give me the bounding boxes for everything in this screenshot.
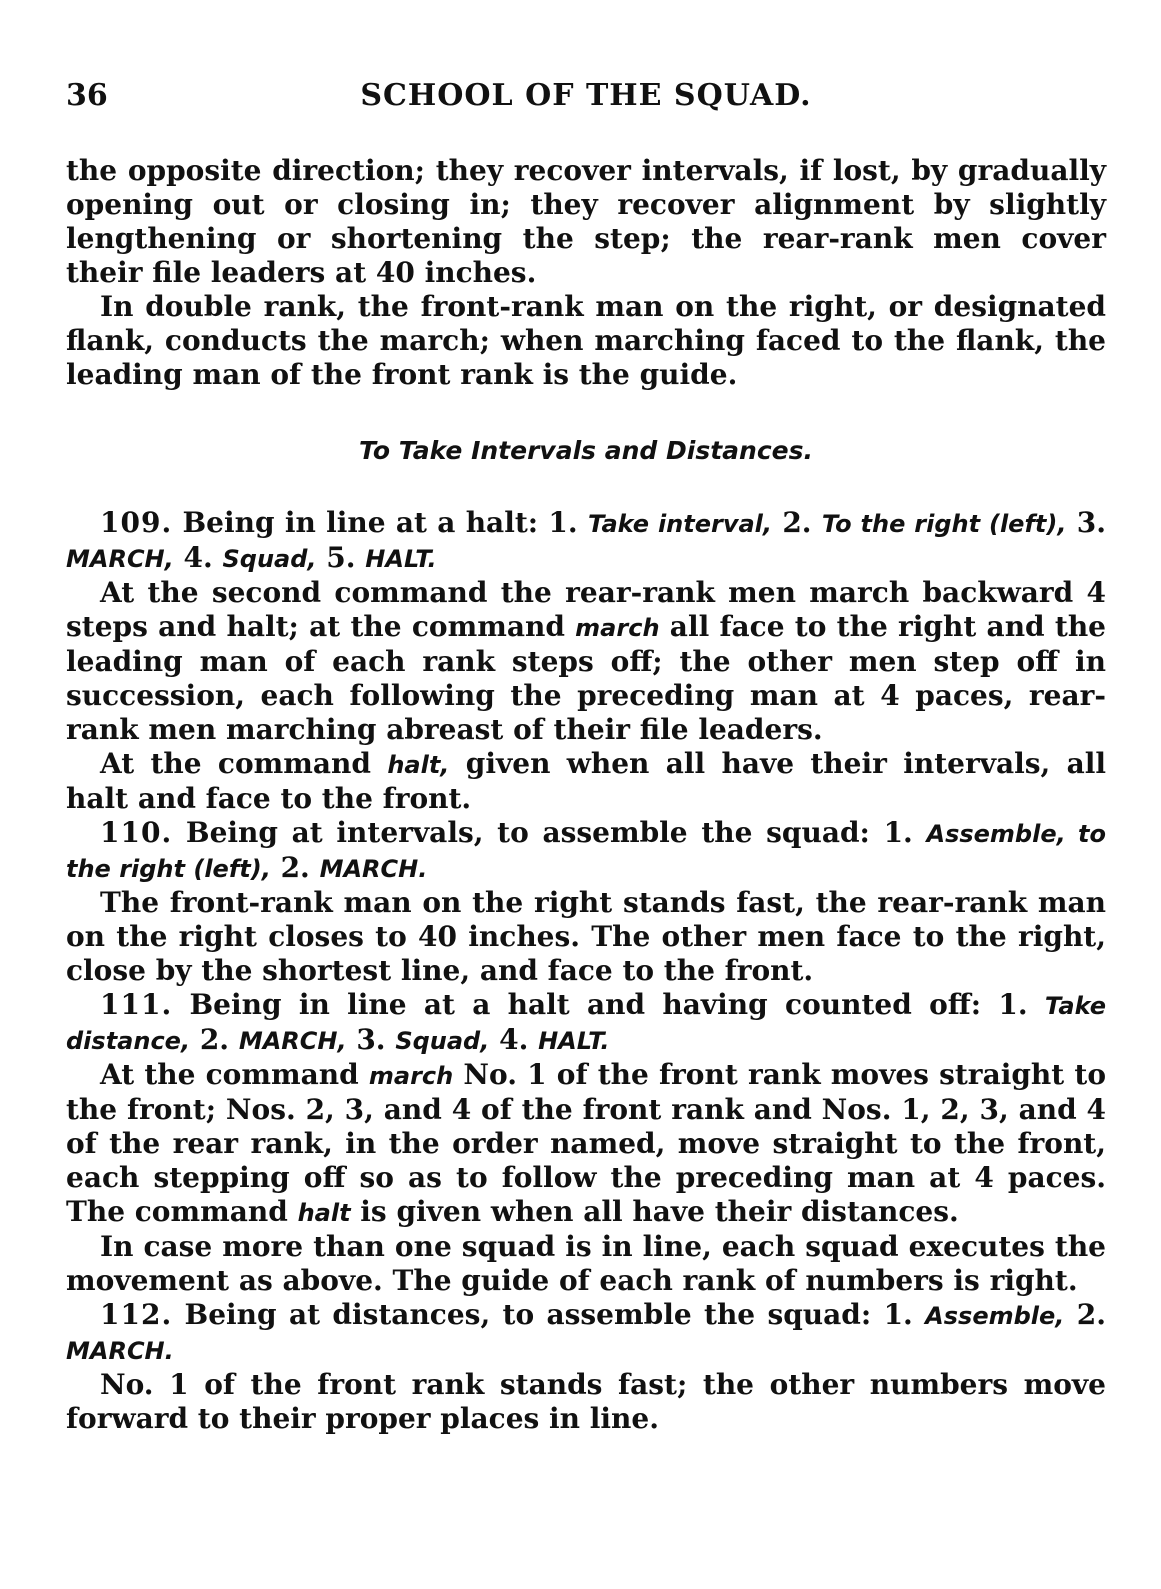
text-run: 3.	[346, 1023, 396, 1056]
text-run: 2.	[190, 1023, 239, 1056]
running-head: SCHOOL OF THE SQUAD.	[360, 78, 812, 113]
text-run: At the command	[100, 1058, 369, 1091]
text-run: 5.	[316, 541, 366, 574]
command-text: march	[368, 1062, 454, 1090]
text-run: Being at distances, to assemble the squad: 1.	[172, 1298, 926, 1331]
paragraph-110-body: The front-rank man on the right stands fast, the rear-rank man on the right closes to 40 inches. The other men face to the right, close by the shortest line, and face to the front.	[66, 886, 1106, 987]
command-text: MARCH.	[319, 855, 428, 883]
command-text: Squad,	[222, 545, 317, 573]
command-text: Assemble,	[925, 1302, 1065, 1330]
section-heading: To Take Intervals and Distances.	[359, 436, 813, 465]
paragraph-109-halt	[66, 747, 1106, 816]
text-run: given when all have their intervals, all halt and face to the front.	[66, 747, 1106, 815]
paragraph-number: 112.	[100, 1298, 173, 1331]
command-text: To the right (left),	[821, 510, 1067, 538]
page-header	[66, 76, 1106, 116]
text-run: Being at intervals, to assemble the squad: 1.	[172, 816, 927, 849]
text-run: 2.	[1064, 1298, 1106, 1331]
command-text: Take interval,	[587, 510, 773, 538]
paragraph-112-body: No. 1 of the front rank stands fast; the other numbers move forward to their proper places in line.	[66, 1368, 1106, 1435]
command-text: march	[575, 614, 660, 642]
paragraph-111-body	[66, 1058, 1106, 1230]
text-run: No. 1 of the front rank moves straight to the front; Nos. 2, 3, and 4 of the front rank and Nos. 1, 2, 3, and 4 of the rear rank, in the order named, move straight to the front, each stepping off so as to follow the preceding man at 4 paces. The command	[66, 1058, 1107, 1228]
text-run: 2.	[772, 506, 822, 539]
command-text: MARCH,	[238, 1027, 347, 1055]
text-run: Being in line at a halt and having counted off: 1.	[172, 988, 1045, 1021]
paragraph-111-command	[66, 988, 1106, 1058]
paragraph-continued: the opposite direction; they recover intervals, if lost, by gradually opening out or closing in; they recover alignment by slightly lengthening or shortening the step; the rear-rank men cover their file leaders at 40 inches.	[66, 154, 1106, 289]
text-run: 4.	[173, 541, 223, 574]
command-text: MARCH,	[66, 545, 174, 573]
paragraph-guide: In double rank, the front-rank man on the right, or designated flank, conducts the march; when marching faced to the flank, the leading man of the front rank is the guide.	[66, 290, 1106, 391]
text-run: At the second command the rear-rank men march backward 4 steps and halt; at the command	[66, 576, 1106, 643]
command-text: Assemble, to the right (left),	[66, 820, 1106, 883]
page-number: 36	[66, 78, 108, 113]
text-run: is given when all have their distances.	[350, 1195, 959, 1228]
command-text: halt,	[387, 751, 450, 779]
command-text: HALT.	[365, 545, 437, 573]
text-run: 3.	[1066, 506, 1106, 539]
text-run: Being in line at a halt: 1.	[172, 506, 588, 539]
paragraph-number: 109.	[100, 506, 173, 539]
book-page	[66, 76, 1106, 1436]
paragraph-number: 110.	[100, 816, 173, 849]
command-text: halt	[297, 1199, 351, 1227]
command-text: HALT.	[538, 1027, 610, 1055]
paragraph-110-command	[66, 816, 1106, 886]
command-text: Take distance,	[66, 992, 1106, 1055]
paragraph-111-squads: In case more than one squad is in line, each squad executes the movement as above. The guide of each rank of numbers is right.	[66, 1230, 1106, 1297]
command-text: MARCH.	[66, 1337, 174, 1365]
paragraph-109-command	[66, 506, 1106, 576]
text-run: all face to the right and the leading man of each rank steps off; the other men step off in succession, each following the preceding man at 4 paces, rear-rank men marching abreast of their file leaders.	[66, 610, 1106, 746]
paragraph-112-command	[66, 1298, 1106, 1368]
text-run: 2.	[270, 851, 320, 884]
text-run: At the command	[100, 747, 388, 780]
paragraph-109-body	[66, 576, 1106, 747]
command-text: Squad,	[395, 1027, 490, 1055]
paragraph-number: 111.	[100, 988, 173, 1021]
text-run: 4.	[489, 1023, 539, 1056]
